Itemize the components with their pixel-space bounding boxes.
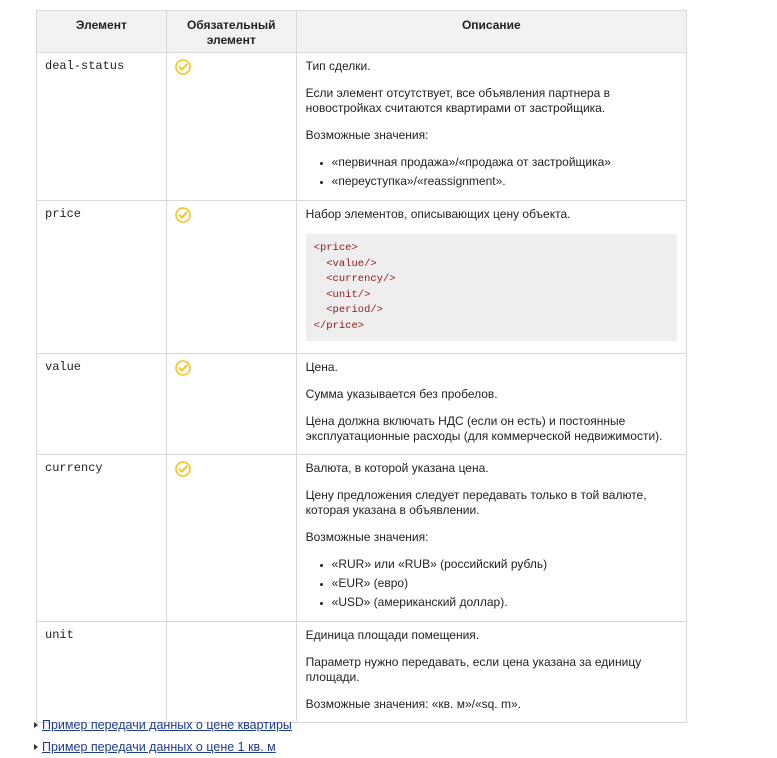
element-name-cell: value: [37, 354, 167, 455]
description-paragraph: Единица площади помещения.: [305, 628, 480, 642]
description-paragraph: Тип сделки.: [305, 59, 371, 73]
description-cell: [296, 455, 686, 622]
description-paragraph: Возможные значения: «кв. м»/«sq. m».: [305, 697, 521, 711]
element-name-cell: unit: [37, 622, 167, 723]
triangle-right-icon: [34, 744, 38, 750]
description-paragraph: Возможные значения:: [305, 530, 429, 544]
description-paragraph: Параметр нужно передавать, если цена указана за единицу площади.: [305, 655, 642, 684]
required-cell: [166, 455, 296, 622]
description-paragraph: Валюта, в которой указана цена.: [305, 461, 489, 475]
code-example: <price> <value/> <currency/> <unit/> <period/> </price>: [306, 234, 677, 341]
example-link-item: [34, 736, 292, 758]
column-header-description: Описание: [296, 11, 686, 53]
triangle-right-icon: [34, 722, 38, 728]
column-header-element: Элемент: [37, 11, 167, 53]
required-cell: [166, 53, 296, 201]
example-link-item: [34, 714, 292, 736]
required-cell: [166, 354, 296, 455]
values-list: [306, 557, 677, 610]
element-name-cell: price: [37, 201, 167, 354]
required-cell: [166, 622, 296, 723]
example-links: [34, 714, 292, 758]
description-paragraph: Цену предложения следует передавать только в той валюте, которая указана в объявлении.: [305, 488, 647, 517]
element-name-cell: deal-status: [37, 53, 167, 201]
values-list: [306, 155, 677, 189]
description-cell: [296, 201, 686, 354]
checkmark-circle-icon: [175, 360, 191, 376]
checkmark-circle-icon: [175, 207, 191, 223]
list-item: • «USD» (американский доллар).: [332, 595, 677, 610]
description-paragraph: Цена.: [305, 360, 338, 374]
example-link-apartment-price[interactable]: Пример передачи данных о цене квартиры: [42, 718, 292, 732]
table-row: [37, 455, 687, 622]
list-item: • «EUR» (евро): [332, 576, 677, 591]
table-header-row: [37, 11, 687, 53]
checkmark-circle-icon: [175, 59, 191, 75]
description-cell: [296, 354, 686, 455]
table-row: [37, 622, 687, 723]
table-row: [37, 201, 687, 354]
spec-table: [36, 10, 687, 723]
column-header-required: Обязательный элемент: [166, 11, 296, 53]
description-paragraph: Сумма указывается без пробелов.: [305, 387, 498, 401]
example-link-sqm-price[interactable]: Пример передачи данных о цене 1 кв. м: [42, 740, 276, 754]
element-name-cell: currency: [37, 455, 167, 622]
description-paragraph: Цена должна включать НДС (если он есть) и постоянные эксплуатационные расходы (для коммерческой недвижимости).: [305, 414, 663, 443]
list-item: • «первичная продажа»/«продажа от застройщика»: [332, 155, 677, 170]
checkmark-circle-icon: [175, 461, 191, 477]
description-paragraph: Набор элементов, описывающих цену объекта.: [305, 207, 571, 221]
list-item: • «переуступка»/«reassignment».: [332, 174, 677, 189]
description-cell: [296, 53, 686, 201]
description-paragraph: Возможные значения:: [305, 128, 429, 142]
table-row: [37, 354, 687, 455]
table-body: [37, 53, 687, 723]
list-item: • «RUR» или «RUB» (российский рубль): [332, 557, 677, 572]
description-paragraph: Если элемент отсутствует, все объявления партнера в новостройках считаются квартирами от застройщика.: [305, 86, 610, 115]
table-row: [37, 53, 687, 201]
description-cell: [296, 622, 686, 723]
required-cell: [166, 201, 296, 354]
